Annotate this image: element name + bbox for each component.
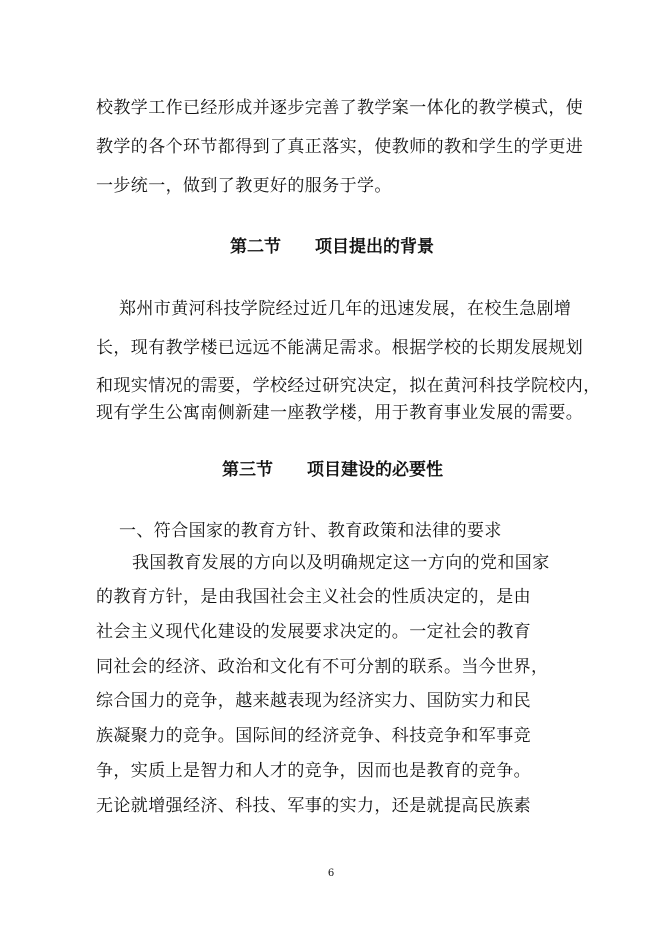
text-line: 无论就增强经济、科技、军事的实力，还是就提高民族素 xyxy=(96,796,531,816)
text-line: 同社会的经济、政治和文化有不可分割的联系。当今世界， xyxy=(96,657,549,677)
section-number: 第二节 xyxy=(230,237,281,257)
text-line: 综合国力的竞争，越来越表现为经济实力、国防实力和民 xyxy=(96,691,531,711)
text-line: 校教学工作已经形成并逐步完善了教学案一体化的教学模式，使 xyxy=(96,98,584,118)
text-line: 一步统一，做到了教更好的服务于学。 xyxy=(96,176,392,196)
text-line: 教学的各个环节都得到了真正落实，使教师的教和学生的学更进 xyxy=(96,137,584,157)
section-heading-3 xyxy=(222,459,443,481)
section-heading-2 xyxy=(230,236,434,258)
subheading: 一、符合国家的教育方针、教育政策和法律的要求 xyxy=(119,521,502,541)
text-line: 社会主义现代化建设的发展要求决定的。一定社会的教育 xyxy=(96,622,531,642)
text-line: 族凝聚力的竞争。国际间的经济竞争、科技竞争和军事竞 xyxy=(96,726,531,746)
text-line: 现有学生公寓南侧新建一座教学楼，用于教育事业发展的需要。 xyxy=(96,403,584,423)
section-title: 项目建设的必要性 xyxy=(307,460,443,480)
section-title: 项目提出的背景 xyxy=(315,237,434,257)
section-number: 第三节 xyxy=(222,460,273,480)
page-number: 6 xyxy=(327,868,335,879)
text-line: 郑州市黄河科技学院经过近几年的迅速发展，在校生急剧增 xyxy=(119,299,572,319)
text-line: 的教育方针，是由我国社会主义社会的性质决定的，是由 xyxy=(96,587,531,607)
text-line: 争，实质上是智力和人才的竞争，因而也是教育的竞争。 xyxy=(96,761,531,781)
text-line: 我国教育发展的方向以及明确规定这一方向的党和国家 xyxy=(132,553,550,573)
text-line: 长，现有教学楼已远远不能满足需求。根据学校的长期发展规划 xyxy=(96,338,584,358)
text-line: 和现实情况的需要，学校经过研究决定，拟在黄河科技学院校内， xyxy=(96,376,601,396)
